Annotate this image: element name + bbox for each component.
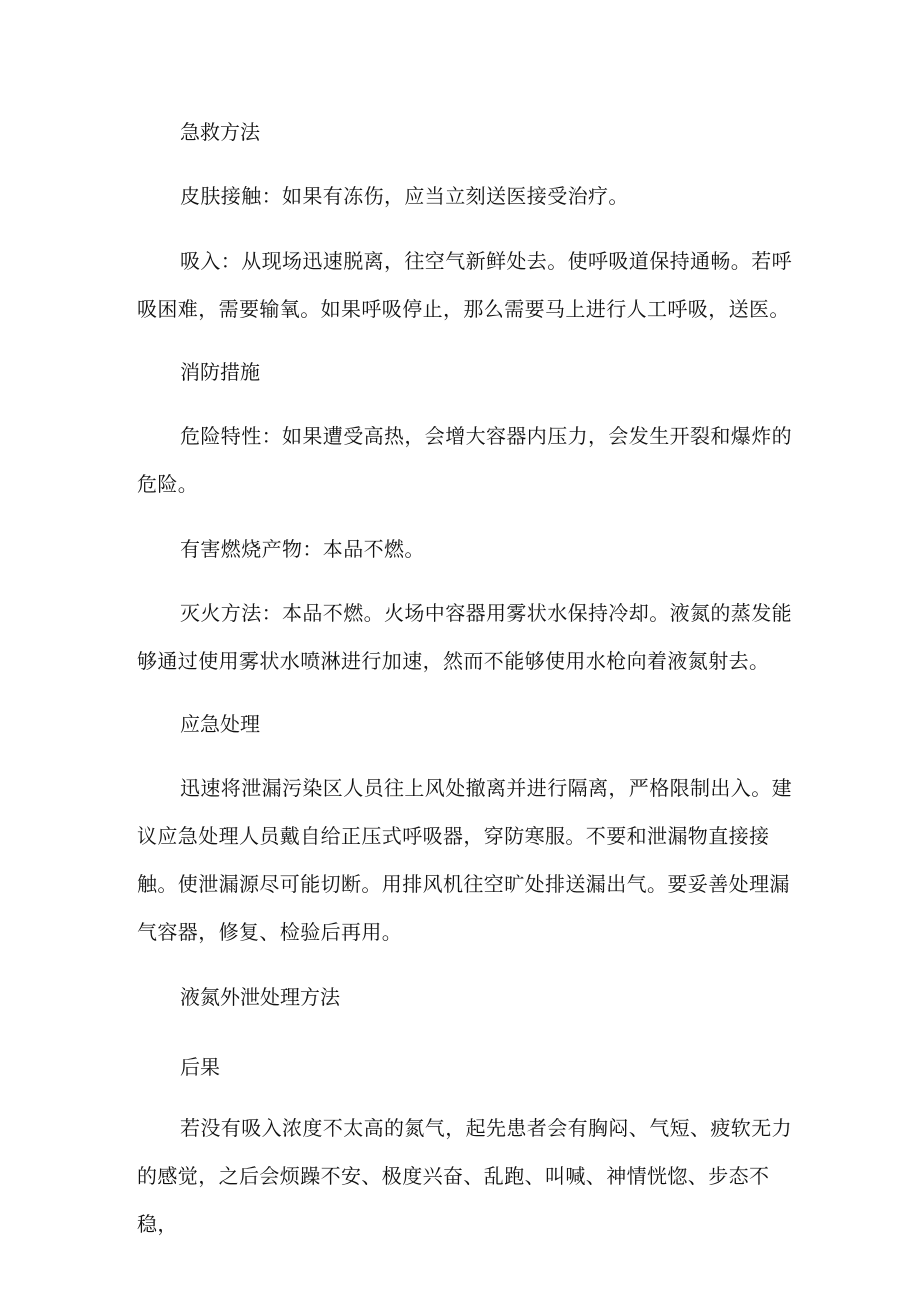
paragraph-emergency: 迅速将泄漏污染区人员往上风处撤离并进行隔离，严格限制出入。建议应急处理人员戴自给正压式呼吸器，穿防寒服。不要和泄漏物直接接触。使泄漏源尽可能切断。用排风机往空旷处排送漏出气。要妥善处理漏气容器，修复、检验后再用。 bbox=[137, 776, 792, 944]
paragraph-extinguishing: 灭火方法：本品不燃。火场中容器用雾状水保持冷却。液氮的蒸发能够通过使用雾状水喷淋进行加速，然而不能够使用水枪向着液氮射去。 bbox=[137, 601, 792, 673]
paragraph-skin-contact: 皮肤接触：如果有冻伤，应当立刻送医接受治疗。 bbox=[180, 184, 629, 208]
heading-consequence: 后果 bbox=[180, 1055, 220, 1079]
paragraph-consequence: 若没有吸入浓度不太高的氮气，起先患者会有胸闷、气短、疲软无力的感觉，之后会烦躁不安、极度兴奋、乱跑、叫喊、神情恍惚、步态不稳， bbox=[137, 1116, 792, 1236]
heading-first-aid: 急救方法 bbox=[180, 120, 260, 144]
heading-leak-handling: 液氮外泄处理方法 bbox=[180, 985, 340, 1009]
paragraph-combustion-products: 有害燃烧产物：本品不燃。 bbox=[180, 537, 425, 561]
paragraph-inhalation: 吸入：从现场迅速脱离，往空气新鲜处去。使呼吸道保持通畅。若呼吸困难，需要输氧。如果呼吸停止，那么需要马上进行人工呼吸，送医。 bbox=[137, 249, 792, 321]
heading-fire-measures: 消防措施 bbox=[180, 360, 260, 384]
heading-emergency: 应急处理 bbox=[180, 712, 260, 736]
paragraph-hazard: 危险特性：如果遭受高热，会增大容器内压力，会发生开裂和爆炸的危险。 bbox=[137, 424, 792, 496]
